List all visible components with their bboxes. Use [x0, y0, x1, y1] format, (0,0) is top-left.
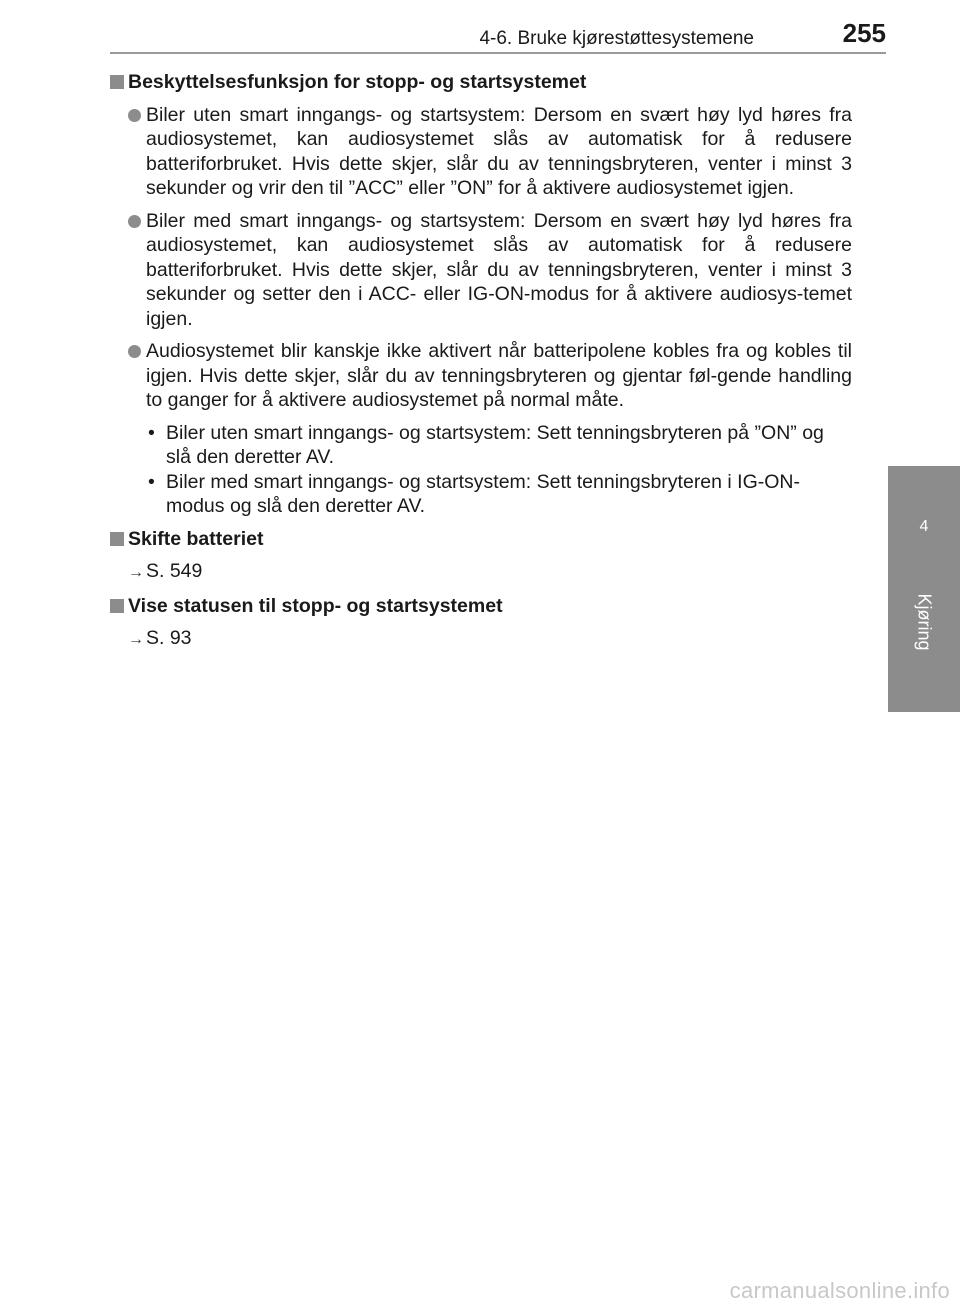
dot-bullet-icon: •: [148, 421, 155, 444]
page-reference: → S. 93: [110, 626, 852, 653]
chapter-number: 4: [919, 518, 929, 535]
section-heading: Vise statusen til stopp- og startsystemet: [110, 594, 852, 619]
square-bullet-icon: [110, 599, 124, 613]
circle-bullet-icon: [128, 215, 141, 228]
sub-bullet-item: • Biler med smart inngangs- og startsystem: Sett tenningsbryteren i IG-ON-modus og slå den deretter AV.: [148, 470, 800, 517]
section-title: 4-6. Bruke kjørestøttesystemene: [479, 28, 754, 49]
chapter-name: Kjøring: [914, 593, 935, 651]
section-heading: Beskyttelsesfunksjon for stopp- og startsystemet: [110, 70, 852, 95]
bullet-item: Biler med smart inngangs- og startsystem: Dersom en svært høy lyd høres fra audiosystemet, kan audiosystemet slås av automatisk for å redusere batteriforbruket. Hvis dette skjer, slår du av tenningsbryteren, venter i minst 3 sekunder og setter den i ACC- eller IG-ON-modus for å aktivere audiosys-temet igjen.: [110, 209, 852, 332]
circle-bullet-icon: [128, 345, 141, 358]
chapter-tab: [888, 466, 960, 712]
page-content: [110, 70, 852, 661]
bullet-item: Biler uten smart inngangs- og startsystem: Dersom en svært høy lyd høres fra audiosystemet, kan audiosystemet slås av automatisk for å redusere batteriforbruket. Hvis dette skjer, slår du av tenningsbryteren, venter i minst 3 sekunder og vrir den til ”ACC” eller ”ON” for å aktivere audiosystemet igjen.: [110, 103, 852, 201]
page-header: [110, 0, 886, 54]
bullet-item: Audiosystemet blir kanskje ikke aktivert når batteripolene kobles fra og kobles til igjen. Hvis dette skjer, slår du av tenningsbryteren og gjentar føl-gende handling to ganger for å aktivere audiosystemet på normal måte.: [110, 339, 852, 413]
square-bullet-icon: [110, 532, 124, 546]
arrow-right-icon: →: [128, 631, 144, 648]
watermark: carmanualsonline.info: [729, 1278, 950, 1303]
arrow-right-icon: →: [128, 564, 144, 581]
page-reference: → S. 549: [110, 559, 852, 586]
page-number: 255: [842, 18, 886, 48]
dot-bullet-icon: •: [148, 470, 155, 493]
square-bullet-icon: [110, 75, 124, 89]
section-heading: Skifte batteriet: [110, 527, 852, 552]
sub-bullet-item: • Biler uten smart inngangs- og startsystem: Sett tenningsbryteren på ”ON” og slå den deretter AV.: [148, 421, 824, 468]
circle-bullet-icon: [128, 109, 141, 122]
